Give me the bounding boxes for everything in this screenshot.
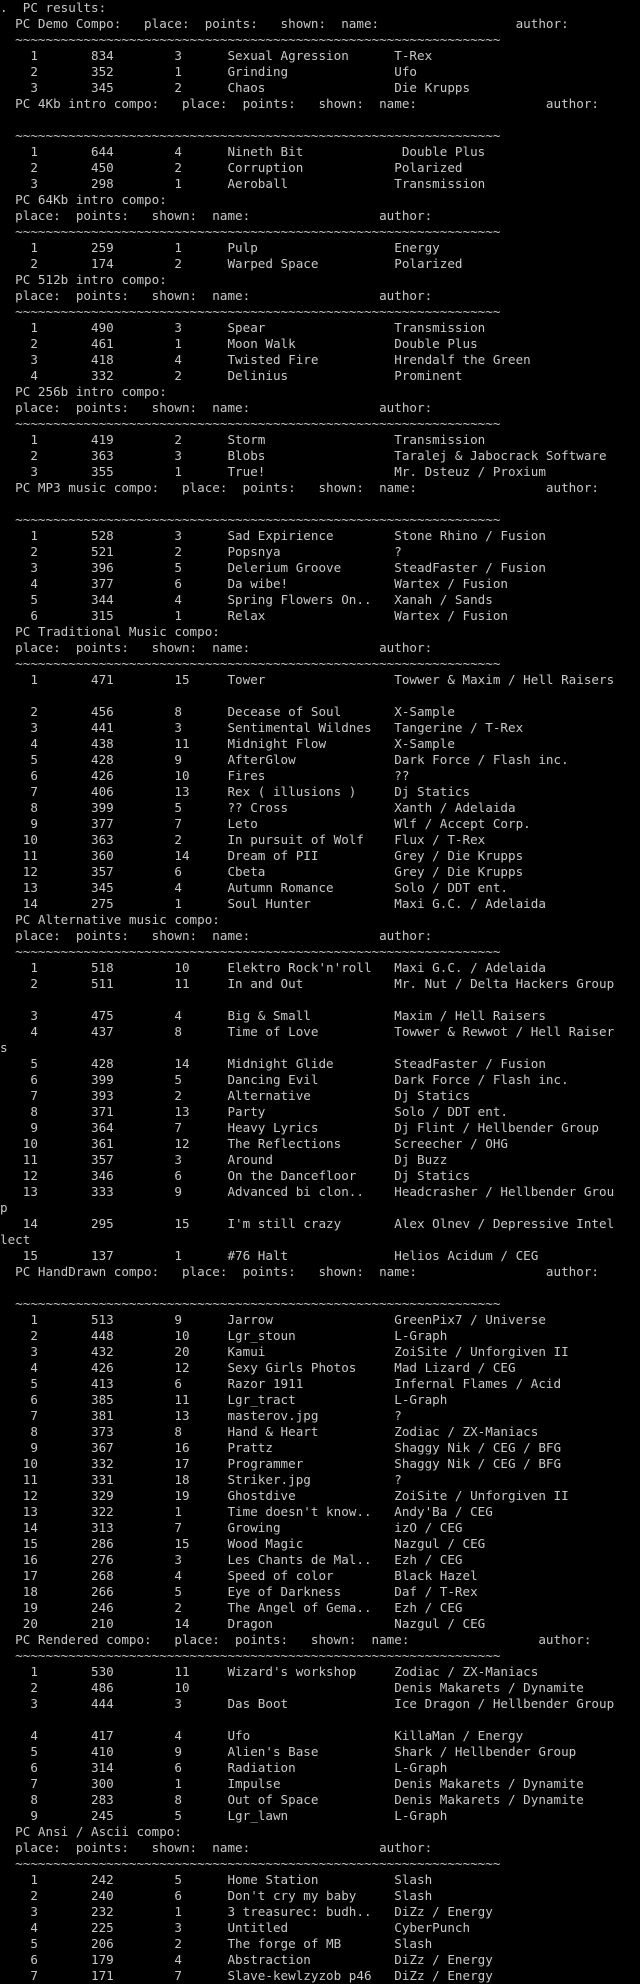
text-line: 20 210 14 Dragon Nazgul / CEG: [0, 1616, 486, 1631]
text-line: 15 286 15 Wood Magic Nazgul / CEG: [0, 1536, 486, 1551]
text-line: 13 333 9 Advanced bi clon.. Headcrasher / Hellbender Grou: [0, 1184, 615, 1199]
text-line: s: [0, 1040, 8, 1055]
text-line: PC 4Kb intro compo: place: points: shown: name: author:: [0, 96, 599, 111]
text-line: [0, 1712, 640, 1728]
text-line: 18 266 5 Eye of Darkness Daf / T-Rex: [0, 1584, 478, 1599]
text-line: PC MP3 music compo: place: points: shown: name: author:: [0, 480, 599, 495]
text-line: 13 322 1 Time doesn't know.. Andy'Ba / CEG: [0, 1504, 493, 1519]
text-line: 19 246 2 The Angel of Gema.. Ezh / CEG: [0, 1600, 463, 1615]
text-line: 3 441 3 Sentimental Wildnes Tangerine / T-Rex: [0, 720, 524, 735]
text-line: 6 179 4 Abstraction DiZz / Energy: [0, 1952, 493, 1967]
text-line: PC 256b intro compo:: [0, 384, 167, 399]
text-line: 10 332 17 Programmer Shaggy Nik / CEG / BFG: [0, 1456, 562, 1471]
text-line: 3 475 4 Big & Small Maxim / Hell Raisers: [0, 1008, 546, 1023]
text-line: 5 206 2 The forge of MB Slash: [0, 1936, 433, 1951]
text-line: 5 413 6 Razor 1911 Infernal Flames / Acid: [0, 1376, 562, 1391]
text-line: place: points: shown: name: author:: [0, 288, 433, 303]
text-line: 2 486 10 Denis Makarets / Dynamite: [0, 1680, 584, 1695]
text-line: 2 448 10 Lgr_stoun L-Graph: [0, 1328, 448, 1343]
text-line: [0, 688, 640, 704]
text-line: 10 363 2 In pursuit of Wolf Flux / T-Rex: [0, 832, 486, 847]
text-line: 9 364 7 Heavy Lyrics Dj Flint / Hellbender Group: [0, 1120, 599, 1135]
text-line: [0, 112, 640, 128]
text-line: 4 225 3 Untitled CyberPunch: [0, 1920, 471, 1935]
text-line: place: points: shown: name: author:: [0, 208, 433, 223]
text-line: 11 357 3 Around Dj Buzz: [0, 1152, 448, 1167]
text-line: [0, 496, 640, 512]
text-line: place: points: shown: name: author:: [0, 1840, 433, 1855]
text-line: PC HandDrawn compo: place: points: shown: name: author:: [0, 1264, 599, 1279]
text-line: 16 276 3 Les Chants de Mal.. Ezh / CEG: [0, 1552, 463, 1567]
text-line: 2 450 2 Corruption Polarized: [0, 160, 463, 175]
text-line: PC 64Kb intro compo:: [0, 192, 167, 207]
text-line: 1 530 11 Wizard's workshop Zodiac / ZX-Maniacs: [0, 1664, 539, 1679]
text-line: 1 490 3 Spear Transmission: [0, 320, 486, 335]
text-line: PC Alternative music compo:: [0, 912, 220, 927]
text-line: 7 381 13 masterov.jpg ?: [0, 1408, 402, 1423]
text-line: 5 344 4 Spring Flowers On.. Xanah / Sands: [0, 592, 493, 607]
text-line: 1 242 5 Home Station Slash: [0, 1872, 433, 1887]
text-line: 3 345 2 Chaos Die Krupps: [0, 80, 471, 95]
text-line: 3 444 3 Das Boot Ice Dragon / Hellbender Group: [0, 1696, 615, 1711]
text-line: 1 419 2 Storm Transmission: [0, 432, 486, 447]
text-line: 11 360 14 Dream of PII Grey / Die Krupps: [0, 848, 524, 863]
text-line: 12 346 6 On the Dancefloor Dj Statics: [0, 1168, 471, 1183]
text-line: 9 245 5 Lgr_lawn L-Graph: [0, 1808, 448, 1823]
text-line: 3 418 4 Twisted Fire Hrendalf the Green: [0, 352, 531, 367]
text-line: 7 393 2 Alternative Dj Statics: [0, 1088, 471, 1103]
text-line: ~~~~~~~~~~~~~~~~~~~~~~~~~~~~~~~~~~~~~~~~~~~~~~~~~~~~~~~~~~~~~~~~: [0, 224, 501, 239]
text-line: ~~~~~~~~~~~~~~~~~~~~~~~~~~~~~~~~~~~~~~~~~~~~~~~~~~~~~~~~~~~~~~~~: [0, 944, 501, 959]
text-line: PC 512b intro compo:: [0, 272, 167, 287]
text-line: ~~~~~~~~~~~~~~~~~~~~~~~~~~~~~~~~~~~~~~~~~~~~~~~~~~~~~~~~~~~~~~~~: [0, 416, 501, 431]
text-line: place: points: shown: name: author:: [0, 928, 433, 943]
text-line: PC Traditional Music compo:: [0, 624, 220, 639]
text-line: ~~~~~~~~~~~~~~~~~~~~~~~~~~~~~~~~~~~~~~~~~~~~~~~~~~~~~~~~~~~~~~~~: [0, 304, 501, 319]
text-line: 3 396 5 Delerium Groove SteadFaster / Fusion: [0, 560, 546, 575]
text-line: 11 331 18 Striker.jpg ?: [0, 1472, 402, 1487]
text-line: 14 275 1 Soul Hunter Maxi G.C. / Adelaida: [0, 896, 546, 911]
text-line: ~~~~~~~~~~~~~~~~~~~~~~~~~~~~~~~~~~~~~~~~~~~~~~~~~~~~~~~~~~~~~~~~: [0, 32, 501, 47]
text-line: 3 232 1 3 treasurec: budh.. DiZz / Energy: [0, 1904, 493, 1919]
text-line: 9 377 7 Leto Wlf / Accept Corp.: [0, 816, 531, 831]
text-line: 2 174 2 Warped Space Polarized: [0, 256, 463, 271]
text-line: 2 363 3 Blobs Taralej & Jabocrack Software: [0, 448, 607, 463]
text-line: 4 332 2 Delinius Prominent: [0, 368, 463, 383]
text-line: . PC results:: [0, 0, 107, 15]
text-line: 6 385 11 Lgr_tract L-Graph: [0, 1392, 448, 1407]
text-line: [0, 1280, 640, 1296]
text-line: PC Ansi / Ascii compo:: [0, 1824, 182, 1839]
text-line: 1 834 3 Sexual Agression T-Rex: [0, 48, 433, 63]
text-line: 2 521 2 Popsnya ?: [0, 544, 402, 559]
text-line: ~~~~~~~~~~~~~~~~~~~~~~~~~~~~~~~~~~~~~~~~~~~~~~~~~~~~~~~~~~~~~~~~: [0, 1296, 501, 1311]
text-line: 6 399 5 Dancing Evil Dark Force / Flash inc.: [0, 1072, 569, 1087]
text-line: 4 437 8 Time of Love Towwer & Rewwot / Hell Raiser: [0, 1024, 615, 1039]
text-line: 2 461 1 Moon Walk Double Plus: [0, 336, 478, 351]
text-line: 5 410 9 Alien's Base Shark / Hellbender Group: [0, 1744, 577, 1759]
text-line: 1 518 10 Elektro Rock'n'roll Maxi G.C. / Adelaida: [0, 960, 546, 975]
text-line: 1 644 4 Nineth Bit Double Plus: [0, 144, 486, 159]
text-line: 2 456 8 Decease of Soul X-Sample: [0, 704, 455, 719]
text-line: 3 355 1 True! Mr. Dsteuz / Proxium: [0, 464, 546, 479]
text-line: 12 329 19 Ghostdive ZoiSite / Unforgiven II: [0, 1488, 569, 1503]
text-line: 9 367 16 Prattz Shaggy Nik / CEG / BFG: [0, 1440, 562, 1455]
text-line: 5 428 14 Midnight Glide SteadFaster / Fusion: [0, 1056, 546, 1071]
text-line: 1 513 9 Jarrow GreenPix7 / Universe: [0, 1312, 546, 1327]
text-line: p: [0, 1200, 8, 1215]
text-line: 3 432 20 Kamui ZoiSite / Unforgiven II: [0, 1344, 569, 1359]
text-line: place: points: shown: name: author:: [0, 640, 433, 655]
text-line: 6 315 1 Relax Wartex / Fusion: [0, 608, 508, 623]
text-line: 7 406 13 Rex ( illusions ) Dj Statics: [0, 784, 471, 799]
text-line: ~~~~~~~~~~~~~~~~~~~~~~~~~~~~~~~~~~~~~~~~~~~~~~~~~~~~~~~~~~~~~~~~: [0, 1648, 501, 1663]
text-line: 10 361 12 The Reflections Screecher / OHG: [0, 1136, 508, 1151]
text-line: PC Rendered compo: place: points: shown: name: author:: [0, 1632, 592, 1647]
text-line: 6 314 6 Radiation L-Graph: [0, 1760, 448, 1775]
text-line: 4 438 11 Midnight Flow X-Sample: [0, 736, 455, 751]
text-line: 14 313 7 Growing izO / CEG: [0, 1520, 463, 1535]
text-line: place: points: shown: name: author:: [0, 400, 433, 415]
text-line: 7 171 7 Slave-kewlzyzob p46 DiZz / Energy: [0, 1968, 493, 1983]
text-line: 8 283 8 Out of Space Denis Makarets / Dynamite: [0, 1792, 584, 1807]
text-line: 8 373 8 Hand & Heart Zodiac / ZX-Maniacs: [0, 1424, 539, 1439]
text-line: ~~~~~~~~~~~~~~~~~~~~~~~~~~~~~~~~~~~~~~~~~~~~~~~~~~~~~~~~~~~~~~~~: [0, 1856, 501, 1871]
text-line: 17 268 4 Speed of color Black Hazel: [0, 1568, 478, 1583]
text-line: 12 357 6 Cbeta Grey / Die Krupps: [0, 864, 524, 879]
text-line: 6 426 10 Fires ??: [0, 768, 410, 783]
text-line: ~~~~~~~~~~~~~~~~~~~~~~~~~~~~~~~~~~~~~~~~~~~~~~~~~~~~~~~~~~~~~~~~: [0, 128, 501, 143]
text-line: 4 426 12 Sexy Girls Photos Mad Lizard / CEG: [0, 1360, 516, 1375]
text-line: 3 298 1 Aeroball Transmission: [0, 176, 486, 191]
text-line: 1 528 3 Sad Expirience Stone Rhino / Fusion: [0, 528, 546, 543]
text-line: ~~~~~~~~~~~~~~~~~~~~~~~~~~~~~~~~~~~~~~~~~~~~~~~~~~~~~~~~~~~~~~~~: [0, 656, 501, 671]
text-line: 2 511 11 In and Out Mr. Nut / Delta Hackers Group: [0, 976, 615, 991]
text-line: 7 300 1 Impulse Denis Makarets / Dynamite: [0, 1776, 584, 1791]
text-line: 4 377 6 Da wibe! Wartex / Fusion: [0, 576, 508, 591]
text-line: lect: [0, 1232, 31, 1247]
text-line: 2 352 1 Grinding Ufo: [0, 64, 418, 79]
text-line: PC Demo Compo: place: points: shown: name: author:: [0, 16, 569, 31]
text-line: 1 259 1 Pulp Energy: [0, 240, 440, 255]
text-line: 4 417 4 Ufo KillaMan / Energy: [0, 1728, 524, 1743]
text-line: 8 399 5 ?? Cross Xanth / Adelaida: [0, 800, 516, 815]
text-line: ~~~~~~~~~~~~~~~~~~~~~~~~~~~~~~~~~~~~~~~~~~~~~~~~~~~~~~~~~~~~~~~~: [0, 512, 501, 527]
text-line: 5 428 9 AfterGlow Dark Force / Flash inc.: [0, 752, 569, 767]
text-line: 8 371 13 Party Solo / DDT ent.: [0, 1104, 508, 1119]
text-line: 2 240 6 Don't cry my baby Slash: [0, 1888, 433, 1903]
text-line: 1 471 15 Tower Towwer & Maxim / Hell Raisers: [0, 672, 615, 687]
text-line: 13 345 4 Autumn Romance Solo / DDT ent.: [0, 880, 508, 895]
text-line: 15 137 1 #76 Halt Helios Acidum / CEG: [0, 1248, 539, 1263]
text-line: 14 295 15 I'm still crazy Alex Olnev / Depressive Intel: [0, 1216, 615, 1231]
text-line: [0, 992, 640, 1008]
